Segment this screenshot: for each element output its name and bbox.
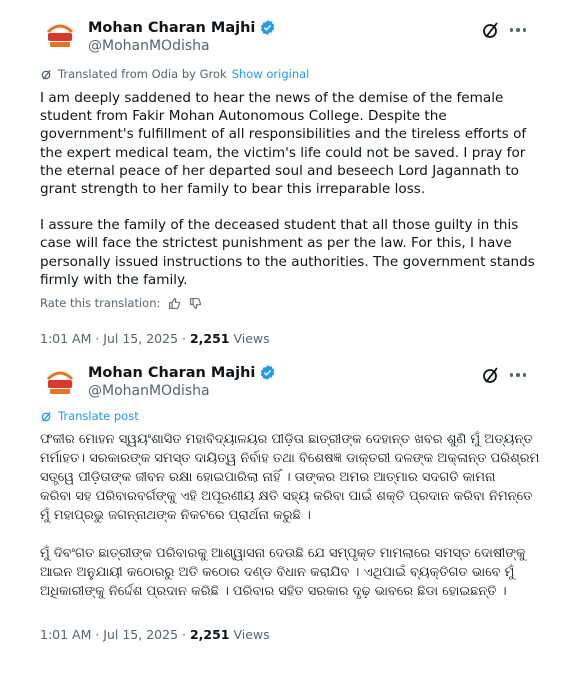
post-body	[40, 430, 540, 601]
post-paragraph: I assure the family of the deceased student that all those guilty in this case will face the strictest punishment as per the law. For this, I have personally issued instructions to the authorities. The government stands firmly with the family.	[40, 217, 535, 288]
rate-label: Rate this translation:	[40, 296, 161, 310]
grok-icon	[480, 19, 502, 41]
translate-post-row[interactable]	[40, 409, 139, 423]
verified-badge-icon	[259, 364, 276, 381]
post-timestamp-row	[40, 331, 270, 346]
grok-icon	[40, 68, 53, 81]
avatar-logo	[40, 363, 80, 403]
post-body	[40, 89, 540, 289]
post-time[interactable]: 1:01 AM · Jul 15, 2025 ·	[40, 331, 190, 346]
translate-post-link[interactable]: Translate post	[58, 409, 139, 423]
author-name-row[interactable]	[88, 19, 276, 36]
more-icon[interactable]	[507, 364, 529, 386]
author-name[interactable]: Mohan Charan Majhi	[88, 364, 256, 381]
grok-button[interactable]	[480, 364, 502, 386]
author-name[interactable]: Mohan Charan Majhi	[88, 19, 256, 36]
views-label: Views	[229, 627, 270, 642]
verified-badge-icon	[259, 19, 276, 36]
views-count: 2,251	[189, 331, 230, 346]
views-count: 2,251	[189, 627, 230, 642]
show-original-link[interactable]: Show original	[231, 67, 310, 81]
thumbs-down-icon[interactable]	[189, 297, 202, 310]
avatar-logo	[40, 16, 80, 56]
author-name-row[interactable]	[88, 364, 276, 381]
post-time[interactable]: 1:01 AM · Jul 15, 2025 ·	[40, 627, 190, 642]
post-paragraph: ଫକୀର ମୋହନ ସ୍ୱୟଂଶାସିତ ମହାବିଦ୍ୟାଳୟର ପୀଡ଼ିତା ଛାତ୍ରୀଙ୍କ ଦେହାନ୍ତ ଖବର ଶୁଣି ମୁଁ ଅତ୍ୟନ୍ତ ମର୍ମାହତ। ସରକାରଙ୍କ ସମସ୍ତ ଦାୟିତ୍ୱ ନିର୍ବାହ ତଥା ବିଶେଷଜ୍ଞ ଡାକ୍ତରୀ ଦଳଙ୍କ ଅକ୍ଳାନ୍ତ ପରିଶ୍ରମ ସତ୍ତ୍ୱେ ପୀଡ଼ିତାଙ୍କ ଜୀବନ ରକ୍ଷା ହୋଇପାରିଲା ନାହିଁ । ତାଙ୍କର ଅମର ଆତ୍ମାର ସଦଗତି କାମନା କରିବା ସହ ପରିବାରବର୍ଗଙ୍କୁ ଏହି ଅପୂରଣୀୟ କ୍ଷତି ସହ୍ୟ କରିବା ପାଇଁ ଶକ୍ତି ପ୍ରଦାନ କରିବା ନିମନ୍ତେ ମୁଁ ମହାପ୍ରଭୁ ଜଗନ୍ନାଥଙ୍କ ନିକଟରେ ପ୍ରାର୍ଥନା କରୁଛି ।	[40, 432, 540, 523]
post-paragraph: ମୁଁ ଦିବଂଗତ ଛାତ୍ରୀଙ୍କ ପରିବାରକୁ ଆଶ୍ୱାସନା ଦେଉଛି ଯେ ସମ୍ପୃକ୍ତ ମାମଲାରେ ସମସ୍ତ ଦୋଷୀଙ୍କୁ ଆଇନ ଅନୁଯାୟୀ କଠୋରରୁ ଅତି କଠୋର ଦଣ୍ଡ ବିଧାନ କରାଯିବ । ଏଥିପାଇଁ ବ୍ୟକ୍ତିଗତ ଭାବେ ମୁଁ ଅଧିକାରୀଙ୍କୁ ନିର୍ଦ୍ଦେଶ ପ୍ରଦାନ କରିଛି । ପରିବାର ସହିତ ସରକାର ଦୃଢ଼ ଭାବରେ ଛିଡା ହୋଇଛନ୍ତି ।	[40, 546, 526, 599]
post-paragraph: I am deeply saddened to hear the news of the demise of the female student from Fakir Mohan Autonomous College. Despite the government's fulfillment of all responsibilities and the tireless efforts of the expert medical team, the victim's life could not be saved. I pray for the eternal peace of her departed soul and beseech Lord Jagannath to grant strength to her family to bear this irreparable loss.	[40, 90, 527, 198]
author-handle[interactable]: @MohanMOdisha	[88, 383, 210, 399]
avatar[interactable]	[40, 16, 80, 56]
grok-icon	[40, 410, 53, 423]
translation-note: Translated from Odia by Grok	[58, 67, 227, 81]
rate-translation-row	[40, 296, 202, 310]
views-label: Views	[229, 331, 270, 346]
grok-button[interactable]	[480, 19, 502, 41]
avatar[interactable]	[40, 363, 80, 403]
thumbs-up-icon[interactable]	[168, 297, 181, 310]
translation-note-row	[40, 67, 309, 81]
grok-icon	[480, 364, 502, 386]
more-icon[interactable]	[507, 19, 529, 41]
post-timestamp-row	[40, 627, 270, 642]
author-handle[interactable]: @MohanMOdisha	[88, 38, 210, 54]
